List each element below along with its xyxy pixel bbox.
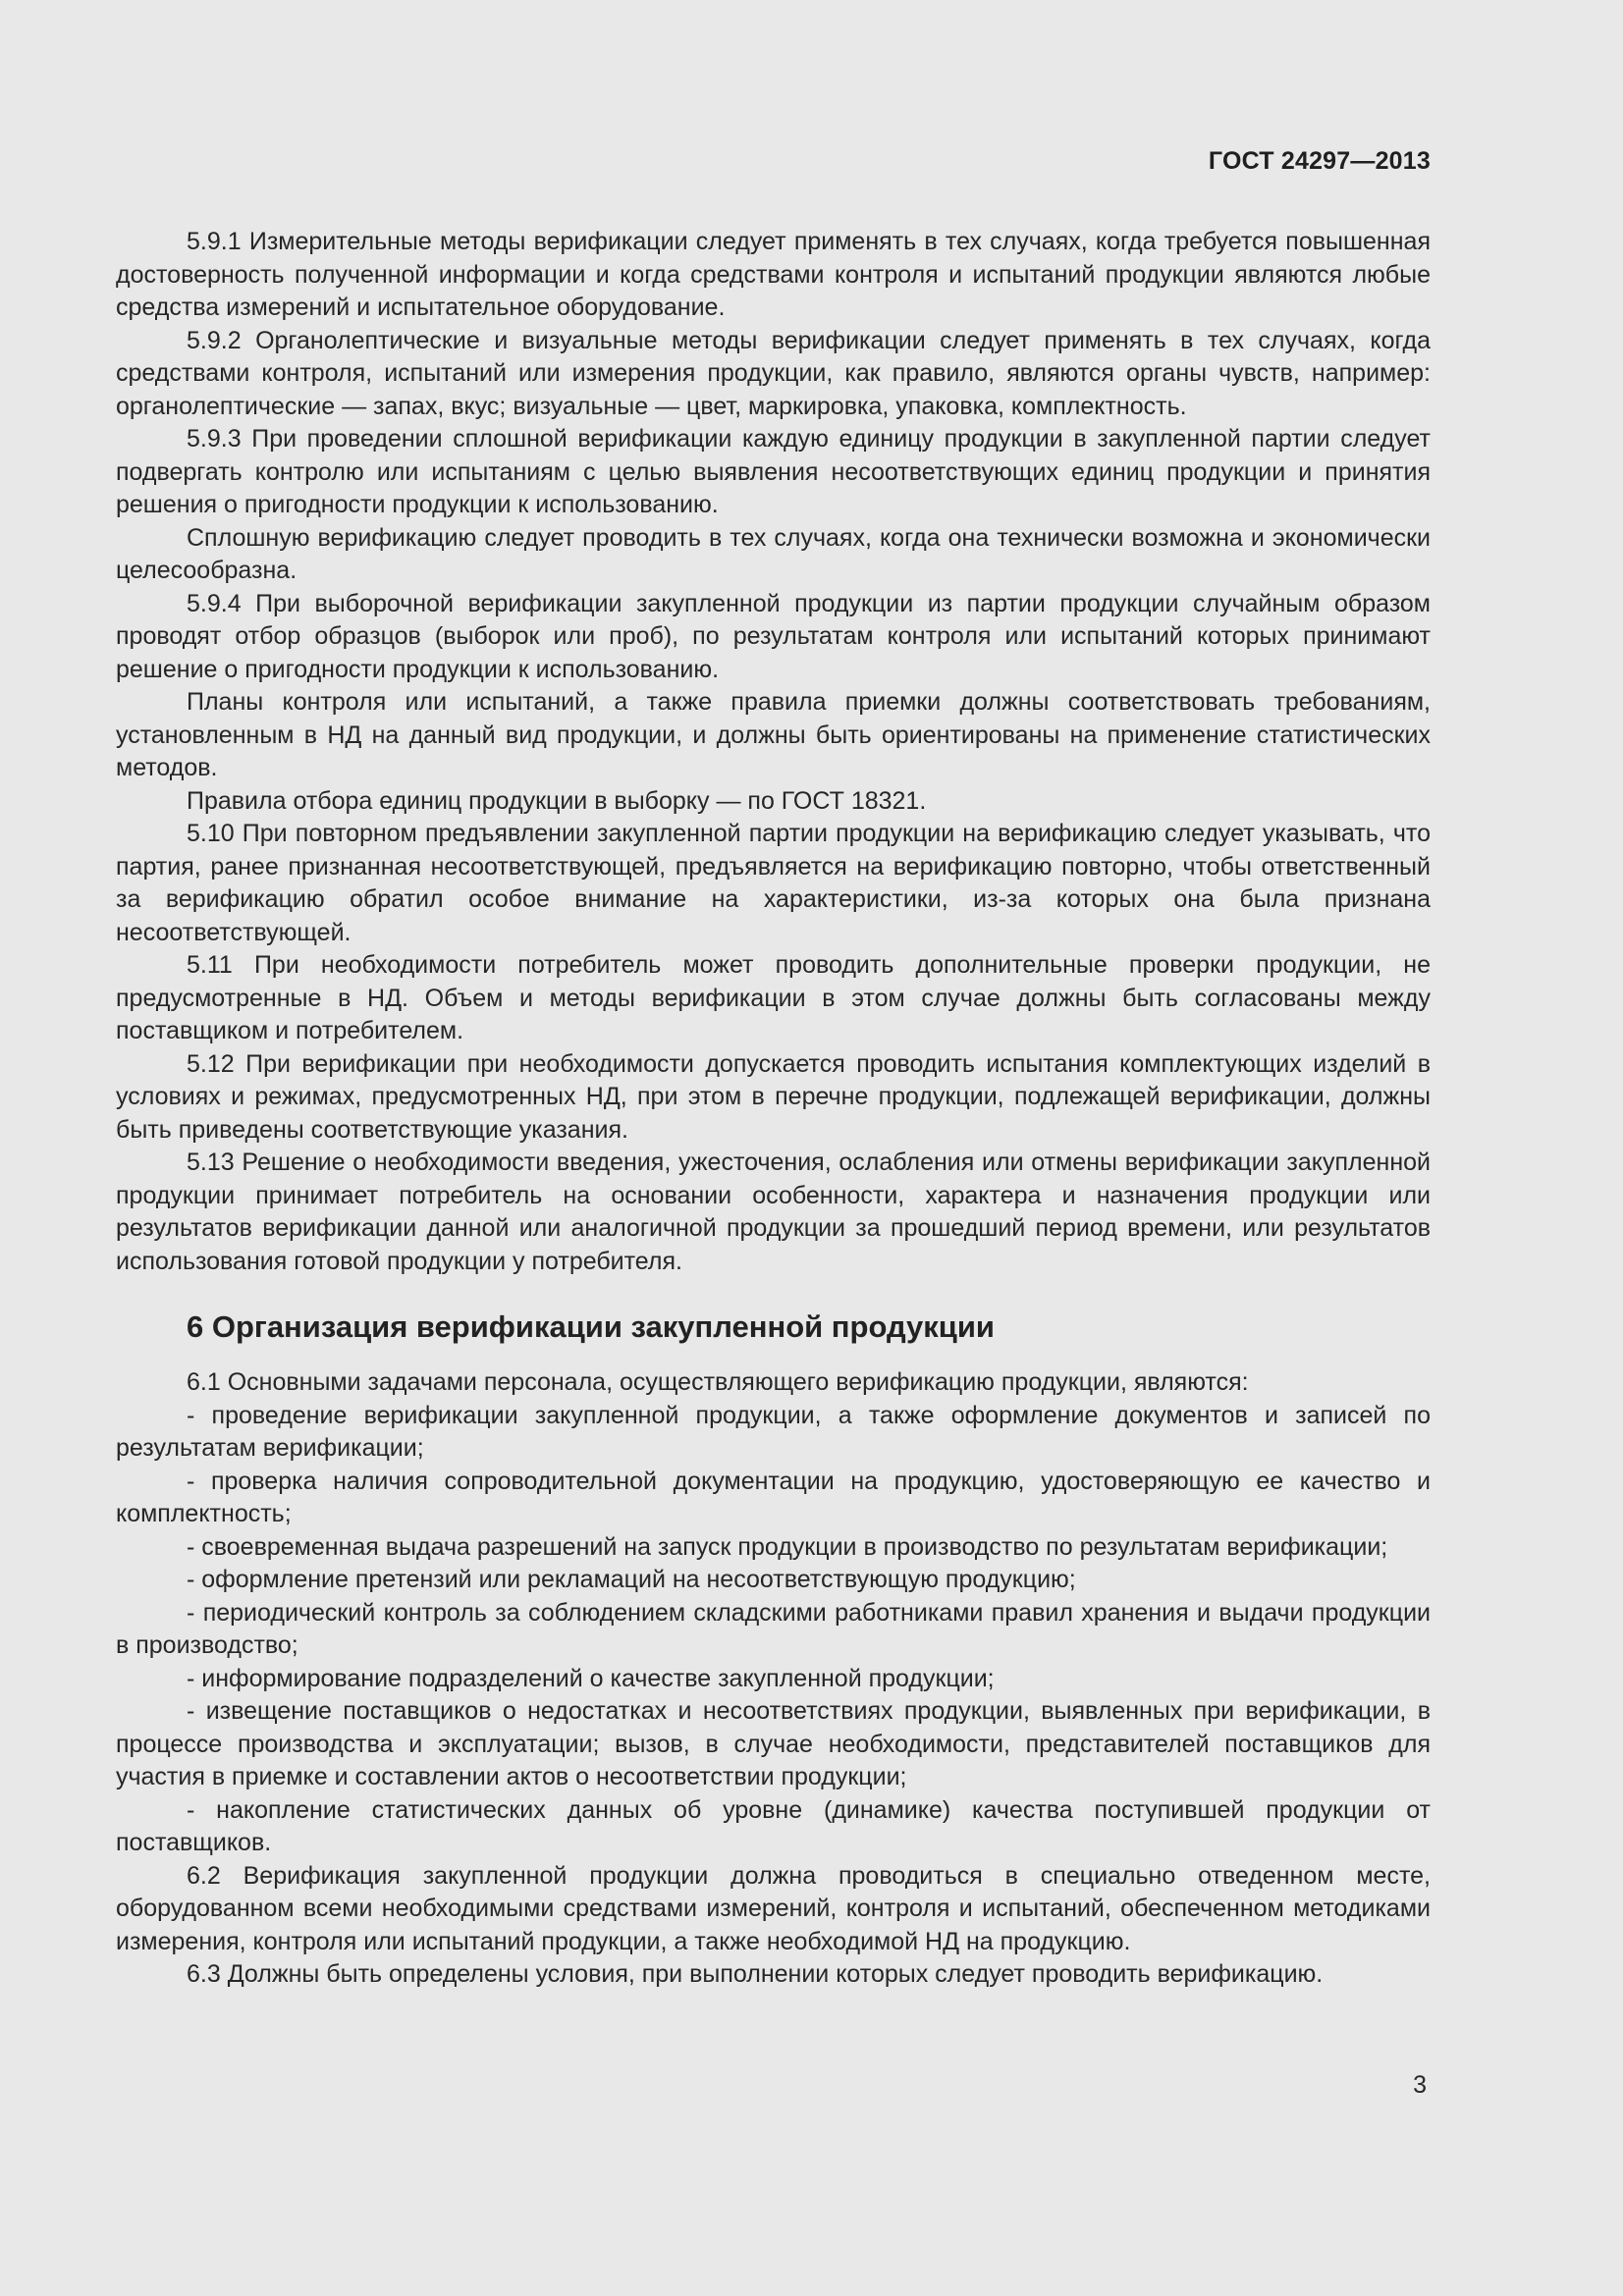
- paragraph-5-9-4-rules: Правила отбора единиц продукции в выборку — по ГОСТ 18321.: [187, 786, 927, 815]
- paragraph-6-3: 6.3 Должны быть определены условия, при выполнении которых следует проводить верификацию.: [187, 1960, 1324, 1988]
- list-item: - информирование подразделений о качестве закупленной продукции;: [187, 1664, 995, 1692]
- paragraph-5-11: 5.11 При необходимости потребитель может проводить дополнительные проверки продукции, не предусмотренные в НД. Объем и методы верификации в этом случае должны быть согласованы между поставщиком и потребителем.: [116, 951, 1431, 1044]
- list-item: - своевременная выдача разрешений на запуск продукции в производство по результатам верификации;: [187, 1532, 1388, 1561]
- paragraph-5-9-4-plans: Планы контроля или испытаний, а также правила приемки должны соответствовать требованиям, установленным в НД на данный вид продукции, и должны быть ориентированы на применение статистических методов.: [116, 688, 1431, 781]
- paragraph-6-1: 6.1 Основными задачами персонала, осуществляющего верификацию продукции, являются:: [187, 1368, 1249, 1396]
- paragraph-5-9-1: 5.9.1 Измерительные методы верификации следует применять в тех случаях, когда требуется повышенная достоверность полученной информации и когда средствами контроля и испытаний продукции являются любые средства измерений и испытательное оборудование.: [116, 228, 1431, 321]
- paragraph-5-9-3: 5.9.3 При проведении сплошной верификации каждую единицу продукции в закупленной партии следует подвергать контролю или испытаниям с целью выявления несоответствующих единиц продукции и принятия решения о пригодности продукции к использованию.: [116, 425, 1431, 518]
- paragraph-6-2: 6.2 Верификация закупленной продукции должна проводиться в специально отведенном месте, оборудованном всеми необходимыми средствами измерений, контроля и испытаний, обеспеченном методиками измерения, контроля или испытаний продукции, а также необходимой НД на продукцию.: [116, 1861, 1431, 1955]
- list-item: - проведение верификации закупленной продукции, а также оформление документов и записей по результатам верификации;: [116, 1401, 1431, 1462]
- page-number: 3: [1413, 2071, 1427, 2099]
- page-content: [116, 226, 1431, 1992]
- list-item: - проверка наличия сопроводительной документации на продукцию, удостоверяющую ее качество и комплектность;: [116, 1467, 1431, 1527]
- paragraph-5-9-3-cont: Сплошную верификацию следует проводить в тех случаях, когда она технически возможна и экономически целесообразна.: [116, 523, 1431, 584]
- paragraph-5-12: 5.12 При верификации при необходимости допускается проводить испытания комплектующих изделий в условиях и режимах, предусмотренных НД, при этом в перечне продукции, подлежащей верификации, должны быть приведены соответствующие указания.: [116, 1049, 1431, 1144]
- list-item: - оформление претензий или рекламаций на несоответствующую продукцию;: [187, 1566, 1076, 1593]
- section-6-heading: 6 Организация верификации закупленной продукции: [187, 1309, 995, 1344]
- paragraph-5-9-4: 5.9.4 При выборочной верификации закупленной продукции из партии продукции случайным образом проводят отбор образцов (выборок или проб), по результатам контроля или испытаний которых принимают решение о пригодности продукции к использованию.: [116, 589, 1431, 683]
- list-item: - периодический контроль за соблюдением складскими работниками правил хранения и выдачи продукции в производство;: [116, 1598, 1431, 1659]
- paragraph-5-10: 5.10 При повторном предъявлении закупленной партии продукции на верификацию следует указывать, что партия, ранее признанная несоответствующей, предъявляется на верификацию повторно, чтобы ответственный за верификацию обратил особое внимание на характеристики, из-за которых она была признана несоответствующей.: [116, 820, 1431, 946]
- list-item: - накопление статистических данных об уровне (динамике) качества поступившей продукции от поставщиков.: [116, 1795, 1431, 1856]
- list-item: - извещение поставщиков о недостатках и несоответствиях продукции, выявленных при верификации, в процессе производства и эксплуатации; вызов, в случае необходимости, представителей поставщиков для участия в приемке и составлении актов о несоответствии продукции;: [116, 1697, 1431, 1790]
- paragraph-5-13: 5.13 Решение о необходимости введения, ужесточения, ослабления или отмены верификации закупленной продукции принимает потребитель на основании особенности, характера и назначения продукции или результатов верификации данной или аналогичной продукции за прошедший период времени, или результатов использования готовой продукции у потребителя.: [116, 1148, 1431, 1275]
- paragraph-5-9-2: 5.9.2 Органолептические и визуальные методы верификации следует применять в тех случаях, когда средствами контроля, испытаний или измерения продукции, как правило, являются органы чувств, например: органолептические — запах, вкус; визуальные — цвет, маркировка, упаковка, комплектность.: [116, 326, 1431, 420]
- document-code: ГОСТ 24297—2013: [1208, 147, 1431, 175]
